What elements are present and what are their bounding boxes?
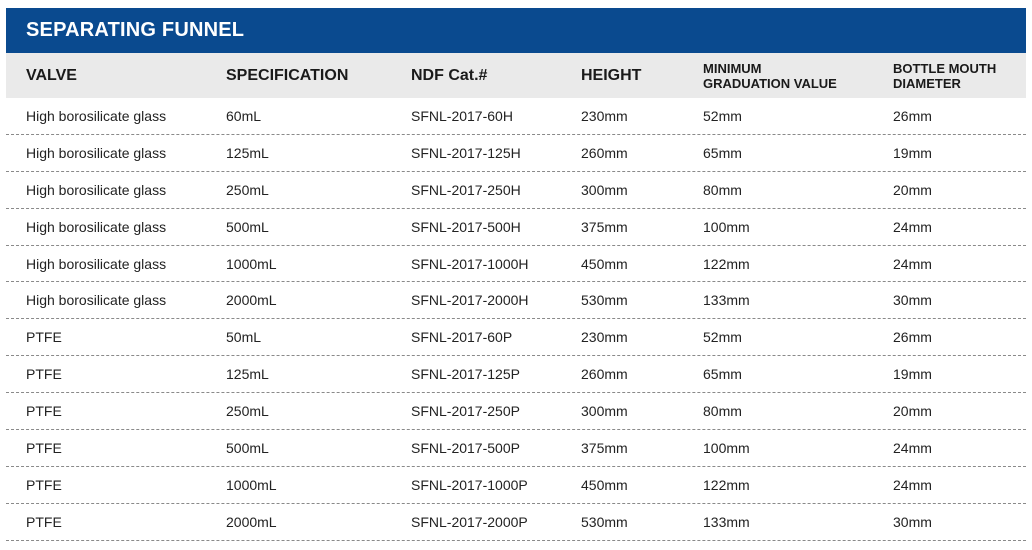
cell-height: 300mm xyxy=(581,403,628,420)
cell-specification: 1000mL xyxy=(226,255,277,272)
cell-valve: High borosilicate glass xyxy=(26,144,167,161)
title-bar xyxy=(6,8,1026,53)
table-row xyxy=(6,319,1026,356)
table-header-row xyxy=(6,53,1026,98)
cell-minimum-graduation-value: 133mm xyxy=(703,292,750,309)
table-row xyxy=(6,209,1026,246)
cell-height: 230mm xyxy=(581,107,628,124)
cell-specification: 250mL xyxy=(226,403,269,420)
header-bottle-mouth-diameter: BOTTLE MOUTH DIAMETER xyxy=(893,60,997,91)
cell-height: 300mm xyxy=(581,181,628,198)
cell-cat-number: SFNL-2017-60H xyxy=(411,107,513,124)
cell-minimum-graduation-value: 65mm xyxy=(703,366,742,383)
cell-bottle-mouth-diameter: 24mm xyxy=(893,255,932,272)
header-height: HEIGHT xyxy=(581,66,642,84)
spec-table-page xyxy=(0,8,1032,550)
cell-cat-number: SFNL-2017-250P xyxy=(411,403,520,420)
cell-specification: 125mL xyxy=(226,144,269,161)
cell-bottle-mouth-diameter: 26mm xyxy=(893,107,932,124)
cell-cat-number: SFNL-2017-2000P xyxy=(411,513,528,530)
cell-valve: High borosilicate glass xyxy=(26,181,167,198)
cell-cat-number: SFNL-2017-1000P xyxy=(411,476,528,493)
table-row xyxy=(6,356,1026,393)
cell-bottle-mouth-diameter: 24mm xyxy=(893,476,932,493)
cell-bottle-mouth-diameter: 20mm xyxy=(893,181,932,198)
cell-valve: High borosilicate glass xyxy=(26,107,167,124)
cell-height: 450mm xyxy=(581,476,628,493)
cell-specification: 500mL xyxy=(226,218,269,235)
table-row xyxy=(6,246,1026,283)
cell-valve: PTFE xyxy=(26,439,62,456)
cell-height: 230mm xyxy=(581,329,628,346)
cell-height: 530mm xyxy=(581,292,628,309)
table-body xyxy=(6,98,1026,541)
cell-cat-number: SFNL-2017-2000H xyxy=(411,292,529,309)
cell-specification: 500mL xyxy=(226,439,269,456)
cell-minimum-graduation-value: 80mm xyxy=(703,403,742,420)
cell-height: 260mm xyxy=(581,366,628,383)
table-title: SEPARATING FUNNEL xyxy=(26,19,245,41)
cell-minimum-graduation-value: 65mm xyxy=(703,144,742,161)
cell-height: 450mm xyxy=(581,255,628,272)
cell-specification: 50mL xyxy=(226,329,262,346)
cell-height: 530mm xyxy=(581,513,628,530)
cell-specification: 60mL xyxy=(226,107,262,124)
cell-cat-number: SFNL-2017-500P xyxy=(411,439,520,456)
cell-valve: PTFE xyxy=(26,403,62,420)
cell-bottle-mouth-diameter: 26mm xyxy=(893,329,932,346)
cell-cat-number: SFNL-2017-60P xyxy=(411,329,513,346)
cell-cat-number: SFNL-2017-125H xyxy=(411,144,521,161)
table-row xyxy=(6,393,1026,430)
table-row xyxy=(6,172,1026,209)
cell-valve: PTFE xyxy=(26,513,62,530)
cell-minimum-graduation-value: 133mm xyxy=(703,513,750,530)
cell-specification: 250mL xyxy=(226,181,269,198)
cell-minimum-graduation-value: 122mm xyxy=(703,476,750,493)
cell-minimum-graduation-value: 80mm xyxy=(703,181,742,198)
table-row xyxy=(6,282,1026,319)
header-minimum-graduation-value: MINIMUM GRADUATION VALUE xyxy=(703,60,837,91)
cell-minimum-graduation-value: 122mm xyxy=(703,255,750,272)
cell-minimum-graduation-value: 100mm xyxy=(703,218,750,235)
cell-valve: High borosilicate glass xyxy=(26,255,167,272)
cell-valve: High borosilicate glass xyxy=(26,292,167,309)
cell-cat-number: SFNL-2017-1000H xyxy=(411,255,529,272)
cell-height: 375mm xyxy=(581,439,628,456)
cell-valve: High borosilicate glass xyxy=(26,218,167,235)
cell-cat-number: SFNL-2017-250H xyxy=(411,181,521,198)
table-row xyxy=(6,98,1026,135)
cell-bottle-mouth-diameter: 19mm xyxy=(893,144,932,161)
cell-minimum-graduation-value: 52mm xyxy=(703,329,742,346)
header-cat-number: NDF Cat.# xyxy=(411,66,488,84)
cell-cat-number: SFNL-2017-125P xyxy=(411,366,520,383)
cell-height: 260mm xyxy=(581,144,628,161)
cell-specification: 1000mL xyxy=(226,476,277,493)
cell-bottle-mouth-diameter: 19mm xyxy=(893,366,932,383)
cell-bottle-mouth-diameter: 24mm xyxy=(893,218,932,235)
cell-bottle-mouth-diameter: 30mm xyxy=(893,513,932,530)
cell-height: 375mm xyxy=(581,218,628,235)
cell-cat-number: SFNL-2017-500H xyxy=(411,218,521,235)
header-specification: SPECIFICATION xyxy=(226,66,349,84)
cell-bottle-mouth-diameter: 30mm xyxy=(893,292,932,309)
cell-minimum-graduation-value: 52mm xyxy=(703,107,742,124)
table-row xyxy=(6,467,1026,504)
cell-valve: PTFE xyxy=(26,366,62,383)
table-row xyxy=(6,135,1026,172)
table-row xyxy=(6,504,1026,541)
cell-bottle-mouth-diameter: 24mm xyxy=(893,439,932,456)
cell-bottle-mouth-diameter: 20mm xyxy=(893,403,932,420)
cell-specification: 125mL xyxy=(226,366,269,383)
cell-valve: PTFE xyxy=(26,476,62,493)
header-valve: VALVE xyxy=(26,66,77,84)
cell-specification: 2000mL xyxy=(226,513,277,530)
cell-valve: PTFE xyxy=(26,329,62,346)
cell-specification: 2000mL xyxy=(226,292,277,309)
table-row xyxy=(6,430,1026,467)
cell-minimum-graduation-value: 100mm xyxy=(703,439,750,456)
